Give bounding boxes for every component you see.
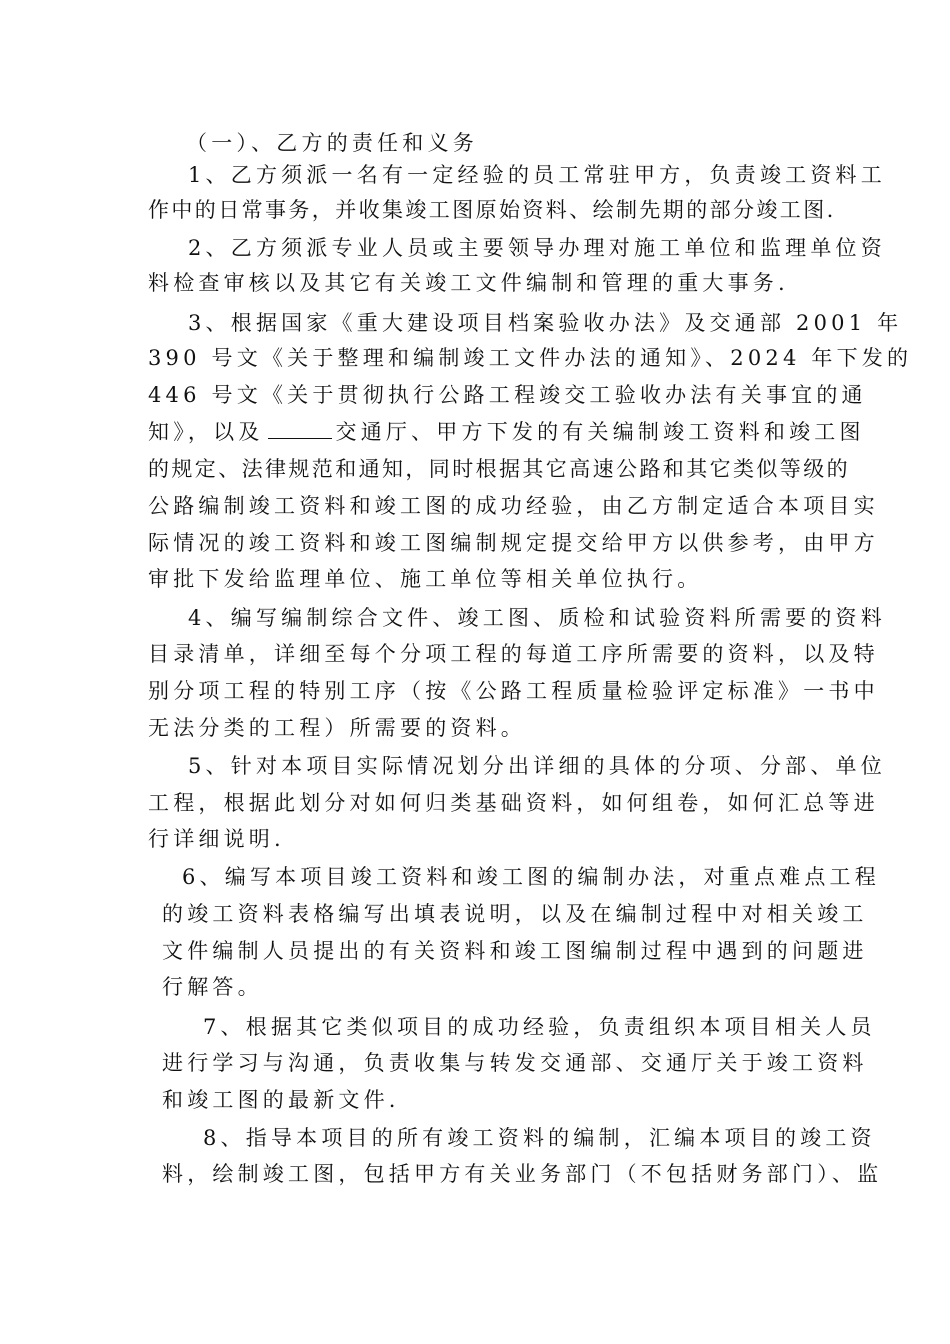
paragraph-3-line-4 — [148, 419, 865, 445]
paragraph-2-line-2: 料检查审核以及其它有关竣工文件编制和管理的重大事务. — [148, 271, 789, 295]
paragraph-6-line-1: 6、编写本项目竣工资料和竣工图的编制办法，对重点难点工程 — [182, 865, 880, 889]
paragraph-4-line-1: 4、编写编制综合文件、竣工图、质检和试验资料所需要的资料 — [188, 606, 886, 630]
paragraph-1-line-2: 作中的日常事务，并收集竣工图原始资料、绘制先期的部分竣工图. — [148, 198, 836, 222]
paragraph-3-line-6: 公路编制竣工资料和竣工图的成功经验，由乙方制定适合本项目实 — [148, 494, 879, 518]
paragraph-1-line-1: 1、乙方须派一名有一定经验的员工常驻甲方，负责竣工资料工 — [188, 163, 886, 187]
paragraph-4-line-4: 无法分类的工程）所需要的资料。 — [148, 716, 526, 740]
paragraph-5-line-1: 5、针对本项目实际情况划分出详细的具体的分项、分部、单位 — [188, 754, 886, 778]
fill-in-blank — [268, 420, 332, 439]
paragraph-3-line-7: 际情况的竣工资料和竣工图编制规定提交给甲方以供参考，由甲方 — [148, 531, 879, 555]
paragraph-5-line-3: 行详细说明. — [148, 827, 285, 851]
paragraph-3-line-4-prefix: 知》，以及 — [148, 420, 264, 444]
paragraph-7-line-3: 和竣工图的最新文件. — [162, 1088, 400, 1112]
paragraph-5-line-2: 工程，根据此划分对如何归类基础资料，如何组卷，如何汇总等进 — [148, 791, 879, 815]
paragraph-3-line-1: 3、根据国家《重大建设项目档案验收办法》及交通部 2001 年 — [188, 311, 903, 335]
paragraph-4-line-2: 目录清单，详细至每个分项工程的每道工序所需要的资料，以及特 — [148, 642, 879, 666]
paragraph-7-line-1: 7、根据其它类似项目的成功经验，负责组织本项目相关人员 — [203, 1015, 876, 1039]
paragraph-6-line-2: 的竣工资料表格编写出填表说明，以及在编制过程中对相关竣工 — [162, 902, 868, 926]
paragraph-8-line-1: 8、指导本项目的所有竣工资料的编制，汇编本项目的竣工资 — [203, 1126, 876, 1150]
paragraph-3-line-2: 390 号文《关于整理和编制竣工文件办法的通知》、2024 年下发的 — [148, 346, 913, 370]
paragraph-2-line-1: 2、乙方须派专业人员或主要领导办理对施工单位和监理单位资 — [188, 236, 886, 260]
paragraph-3-line-3: 446 号文《关于贯彻执行公路工程竣交工验收办法有关事宜的通 — [148, 383, 867, 407]
paragraph-3-line-4-rest: 交通厅、甲方下发的有关编制竣工资料和竣工图 — [335, 420, 865, 444]
paragraph-7-line-2: 进行学习与沟通，负责收集与转发交通部、交通厅关于竣工资料 — [162, 1051, 868, 1075]
paragraph-3-line-5: 的规定、法律规范和通知，同时根据其它高速公路和其它类似等级的 — [148, 457, 850, 481]
paragraph-6-line-3: 文件编制人员提出的有关资料和竣工图编制过程中遇到的问题进 — [162, 939, 868, 963]
paragraph-8-line-2: 料，绘制竣工图，包括甲方有关业务部门（不包括财务部门）、监 — [162, 1162, 883, 1186]
section-heading: （一）、乙方的责任和义务 — [186, 131, 478, 155]
paragraph-4-line-3: 别分项工程的特别工序（按《公路工程质量检验评定标准》一书中 — [148, 679, 879, 703]
paragraph-6-line-4: 行解答。 — [162, 975, 263, 999]
paragraph-3-line-8: 审批下发给监理单位、施工单位等相关单位执行。 — [148, 567, 703, 591]
